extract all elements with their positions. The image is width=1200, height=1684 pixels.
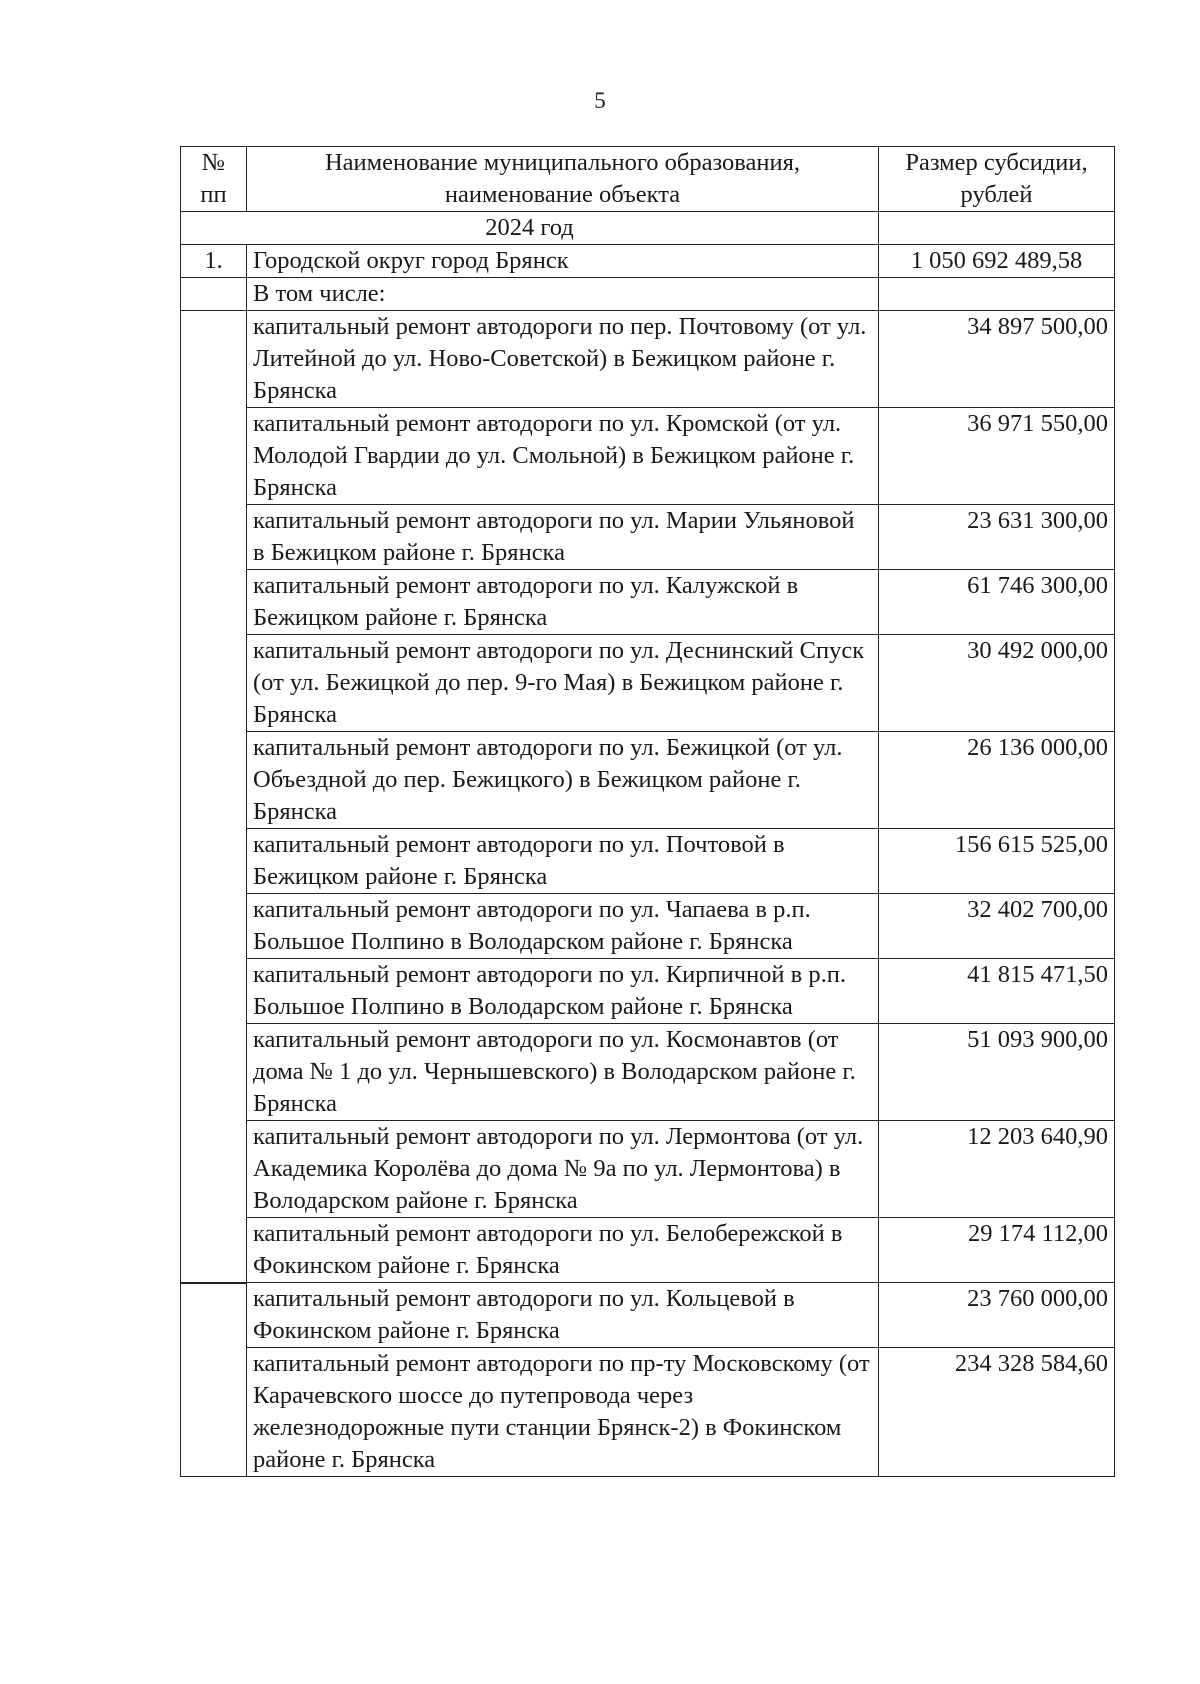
table-row	[181, 829, 1115, 894]
item-amount: 34 897 500,00	[879, 311, 1115, 408]
item-amount: 30 492 000,00	[879, 635, 1115, 732]
item-amount: 23 631 300,00	[879, 505, 1115, 570]
item-name: капитальный ремонт автодороги по ул. Кирпичной в р.п. Большое Полпино в Володарском районе г. Брянска	[247, 959, 879, 1024]
item-name: капитальный ремонт автодороги по ул. Деснинский Спуск (от ул. Бежицкой до пер. 9-го Мая) в Бежицком районе г. Брянска	[247, 635, 879, 732]
table-row	[181, 570, 1115, 635]
table-row	[181, 311, 1115, 408]
year-label: 2024 год	[181, 212, 879, 245]
item-amount: 234 328 584,60	[879, 1348, 1115, 1477]
item-name: капитальный ремонт автодороги по ул. Бежицкой (от ул. Объездной до пер. Бежицкого) в Бежицком районе г. Брянска	[247, 732, 879, 829]
table-row	[181, 408, 1115, 505]
municipality-row	[181, 245, 1115, 278]
table-row	[181, 1218, 1115, 1283]
item-name: капитальный ремонт автодороги по ул. Почтовой в Бежицком районе г. Брянска	[247, 829, 879, 894]
item-amount: 12 203 640,90	[879, 1121, 1115, 1218]
including-amount-blank	[879, 278, 1115, 311]
row-num-blank	[181, 311, 247, 1283]
table-row	[181, 505, 1115, 570]
header-amount: Размер субсидии, рублей	[879, 147, 1115, 212]
item-amount: 41 815 471,50	[879, 959, 1115, 1024]
item-amount: 32 402 700,00	[879, 894, 1115, 959]
table-row	[181, 959, 1115, 1024]
table-row	[181, 1024, 1115, 1121]
page-number: 5	[594, 88, 606, 113]
table-row	[181, 1121, 1115, 1218]
municipality-name: Городской округ город Брянск	[247, 245, 879, 278]
item-name: капитальный ремонт автодороги по ул. Кромской (от ул. Молодой Гвардии до ул. Смольной) в Бежицком районе г. Брянска	[247, 408, 879, 505]
table-row	[181, 1283, 1115, 1348]
item-name: капитальный ремонт автодороги по пр-ту Московскому (от Карачевского шоссе до путепровода через железнодорожные пути станции Брянск-2) в Фокинском районе г. Брянска	[247, 1348, 879, 1477]
table-row	[181, 894, 1115, 959]
municipality-amount: 1 050 692 489,58	[879, 245, 1115, 278]
item-amount: 26 136 000,00	[879, 732, 1115, 829]
including-label: В том числе:	[247, 278, 879, 311]
item-name: капитальный ремонт автодороги по ул. Космонавтов (от дома № 1 до ул. Чернышевского) в Володарском районе г. Брянска	[247, 1024, 879, 1121]
item-amount: 51 093 900,00	[879, 1024, 1115, 1121]
header-name: Наименование муниципального образования, наименование объекта	[247, 147, 879, 212]
including-row	[181, 278, 1115, 311]
item-name: капитальный ремонт автодороги по ул. Белобережской в Фокинском районе г. Брянска	[247, 1218, 879, 1283]
item-name: капитальный ремонт автодороги по ул. Чапаева в р.п. Большое Полпино в Володарском районе г. Брянска	[247, 894, 879, 959]
year-amount-blank	[879, 212, 1115, 245]
item-name: капитальный ремонт автодороги по ул. Калужской в Бежицком районе г. Брянска	[247, 570, 879, 635]
item-name: капитальный ремонт автодороги по ул. Марии Ульяновой в Бежицком районе г. Брянска	[247, 505, 879, 570]
table-row	[181, 1348, 1115, 1477]
including-num-blank	[181, 278, 247, 311]
item-amount: 29 174 112,00	[879, 1218, 1115, 1283]
item-name: капитальный ремонт автодороги по ул. Кольцевой в Фокинском районе г. Брянска	[247, 1283, 879, 1348]
item-name: капитальный ремонт автодороги по ул. Лермонтова (от ул. Академика Королёва до дома № 9а по ул. Лермонтова) в Володарском районе г. Брянска	[247, 1121, 879, 1218]
header-row	[181, 147, 1115, 212]
item-amount: 156 615 525,00	[879, 829, 1115, 894]
table-row	[181, 732, 1115, 829]
municipality-num: 1.	[181, 245, 247, 278]
year-row	[181, 212, 1115, 245]
row-num-blank	[181, 1283, 247, 1477]
item-amount: 61 746 300,00	[879, 570, 1115, 635]
item-amount: 23 760 000,00	[879, 1283, 1115, 1348]
item-amount: 36 971 550,00	[879, 408, 1115, 505]
table-row	[181, 635, 1115, 732]
item-name: капитальный ремонт автодороги по пер. Почтовому (от ул. Литейной до ул. Ново-Советской) в Бежицком районе г. Брянска	[247, 311, 879, 408]
subsidy-table	[180, 146, 1115, 1477]
header-num: № пп	[181, 147, 247, 212]
